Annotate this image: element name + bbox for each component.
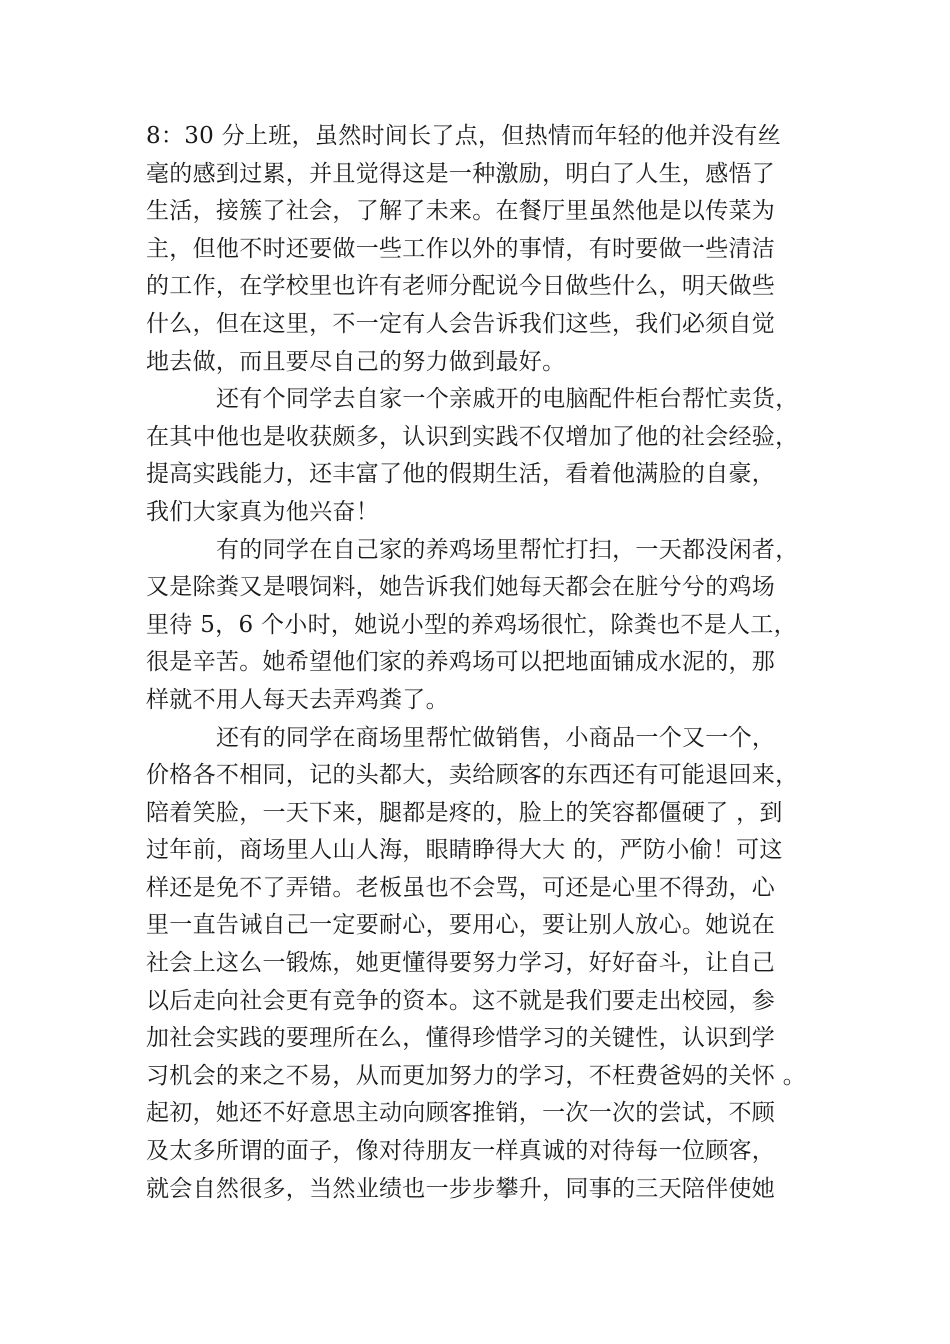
text-line: 加社会实践的要理所在么，懂得珍惜学习的关键性，认识到学 (146, 1025, 776, 1052)
text-line: 以后走向社会更有竞争的资本。这不就是我们要走出校园，参 (146, 987, 776, 1014)
text-line: 习机会的来之不易，从而更加努力的学习，不枉费爸妈的关怀 。 (146, 1062, 807, 1089)
text-line: 很是辛苦。她希望他们家的养鸡场可以把地面铺成水泥的，那 (146, 649, 776, 676)
text-line: 提高实践能力，还丰富了他的假期生活，看着他满脸的自豪， (146, 461, 776, 488)
text-line: 就会自然很多，当然业绩也一步步攀升，同事的三天陪伴使她 (146, 1175, 776, 1202)
text-line: 8：30 分上班，虽然时间长了点，但热情而年轻的他并没有丝 (146, 123, 781, 149)
text-line: 我们大家真为他兴奋！ (146, 498, 379, 525)
text-line: 社会上这么一锻炼，她更懂得要努力学习，好好奋斗，让自己 (146, 950, 776, 977)
text-line: 毫的感到过累，并且觉得这是一种激励，明白了人生，感悟了 (146, 160, 776, 187)
paragraph-first-line: 还有个同学去自家一个亲戚开的电脑配件柜台帮忙卖货， (216, 386, 799, 413)
paragraph-first-line: 有的同学在自己家的养鸡场里帮忙打扫，一天都没闲者， (216, 536, 799, 563)
text-line: 的工作，在学校里也许有老师分配说今日做些什么，明天做些 (146, 273, 776, 300)
text-line: 生活，接簇了社会，了解了未来。在餐厅里虽然他是以传菜为 (146, 198, 776, 225)
text-line: 陪着笑脸，一天下来，腿都是疼的，脸上的笑容都僵硬了 ，到 (146, 799, 783, 826)
text-line: 里待 5，6 个小时，她说小型的养鸡场很忙，除粪也不是人工， (146, 611, 797, 638)
text-line: 及太多所谓的面子，像对待朋友一样真诚的对待每一位顾客， (146, 1138, 776, 1165)
text-line: 地去做，而且要尽自己的努力做到最好。 (146, 348, 566, 375)
text-line: 又是除粪又是喂饲料，她告诉我们她每天都会在脏兮兮的鸡场 (146, 574, 776, 601)
text-line: 什么，但在这里，不一定有人会告诉我们这些，我们必须自觉 (146, 310, 776, 337)
text-line: 主，但他不时还要做一些工作以外的事情，有时要做一些清洁 (146, 235, 776, 262)
text-line: 里一直告诫自己一定要耐心，要用心，要让别人放心。她说在 (146, 912, 776, 939)
body-text (146, 118, 826, 1208)
text-line: 样就不用人每天去弄鸡粪了。 (146, 686, 449, 713)
text-line: 起初，她还不好意思主动向顾客推销，一次一次的尝试，不顾 (146, 1100, 776, 1127)
text-line: 样还是免不了弄错。老板虽也不会骂，可还是心里不得劲，心 (146, 874, 776, 901)
text-line: 过年前，商场里人山人海，眼睛睁得大大 的，严防小偷！可这 (146, 837, 783, 864)
text-line: 价格各不相同，记的头都大，卖给顾客的东西还有可能退回来， (146, 762, 799, 789)
text-line: 在其中他也是收获颇多，认识到实践不仅增加了他的社会经验， (146, 423, 799, 450)
paragraph-first-line: 还有的同学在商场里帮忙做销售，小商品一个又一个， (216, 724, 776, 751)
